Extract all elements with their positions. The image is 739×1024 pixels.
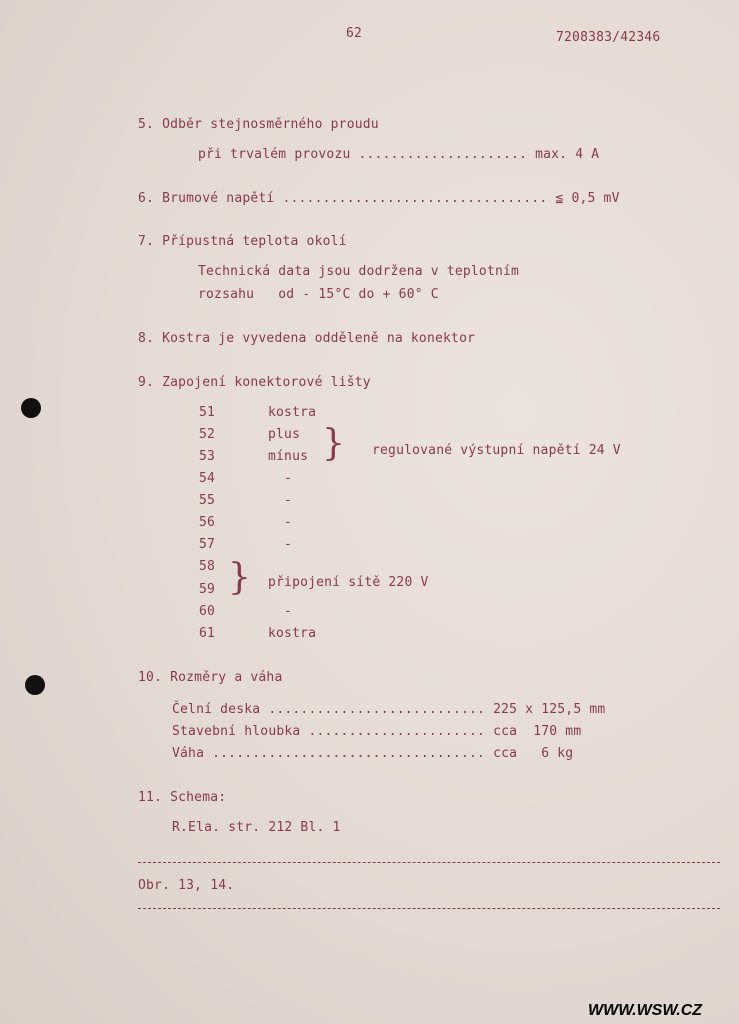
- pin-number: 53: [199, 449, 216, 464]
- pin-number: 56: [199, 515, 216, 530]
- punch-hole-icon: [25, 675, 45, 695]
- section-6-line: 6. Brumové napětí ................................. ≦ 0,5 mV: [138, 191, 620, 206]
- punch-hole-icon: [21, 398, 41, 418]
- pin-description: -: [284, 604, 293, 619]
- section-9-title: 9. Zapojení konektorové lišty: [138, 375, 371, 390]
- pin-description: -: [284, 493, 293, 508]
- pin-number: 57: [199, 537, 216, 552]
- pin-description: -: [284, 515, 293, 530]
- figure-reference: Obr. 13, 14.: [138, 878, 235, 893]
- pin-number: 59: [199, 582, 216, 597]
- section-10-line-2: Stavební hloubka ...................... cca 170 mm: [172, 724, 582, 739]
- section-8-line: 8. Kostra je vyvedena odděleně na konektor: [138, 331, 476, 346]
- section-11-line: R.Ela. str. 212 Bl. 1: [172, 820, 341, 835]
- divider: [138, 862, 720, 863]
- section-10-line-3: Váha .................................. cca 6 kg: [172, 746, 574, 761]
- pin-number: 58: [199, 559, 216, 574]
- watermark: WWW.WSW.CZ: [588, 1002, 703, 1019]
- brace-icon: }: [228, 557, 251, 598]
- section-7-line-2: rozsahu od - 15°C do + 60° C: [198, 287, 439, 302]
- pin-description: -: [284, 471, 293, 486]
- pin-number: 55: [199, 493, 216, 508]
- group-58-59-description: připojení sítě 220 V: [268, 575, 429, 590]
- pin-number: 61: [199, 626, 216, 641]
- pin-description: mínus: [268, 449, 309, 464]
- section-10-line-1: Čelní deska ........................... 225 x 125,5 mm: [172, 702, 606, 717]
- section-7-line-1: Technická data jsou dodržena v teplotním: [198, 264, 520, 279]
- group-52-53-description: regulované výstupní napětí 24 V: [372, 443, 621, 458]
- section-10-title: 10. Rozměry a váha: [138, 670, 283, 685]
- page-number: 62: [346, 26, 363, 41]
- pin-number: 54: [199, 471, 216, 486]
- pin-number: 52: [199, 427, 216, 442]
- pin-description: kostra: [268, 405, 317, 420]
- section-11-title: 11. Schema:: [138, 790, 227, 805]
- section-5-title: 5. Odběr stejnosměrného proudu: [138, 117, 379, 132]
- brace-icon: }: [322, 423, 345, 464]
- pin-number: 51: [199, 405, 216, 420]
- pin-description: -: [284, 537, 293, 552]
- divider: [138, 908, 720, 909]
- pin-number: 60: [199, 604, 216, 619]
- document-number: 7208383/42346: [556, 30, 661, 45]
- pin-description: plus: [268, 427, 301, 442]
- pin-description: kostra: [268, 626, 317, 641]
- section-7-title: 7. Přípustná teplota okolí: [138, 234, 347, 249]
- section-5-line: při trvalém provozu ..................... max. 4 A: [198, 147, 600, 162]
